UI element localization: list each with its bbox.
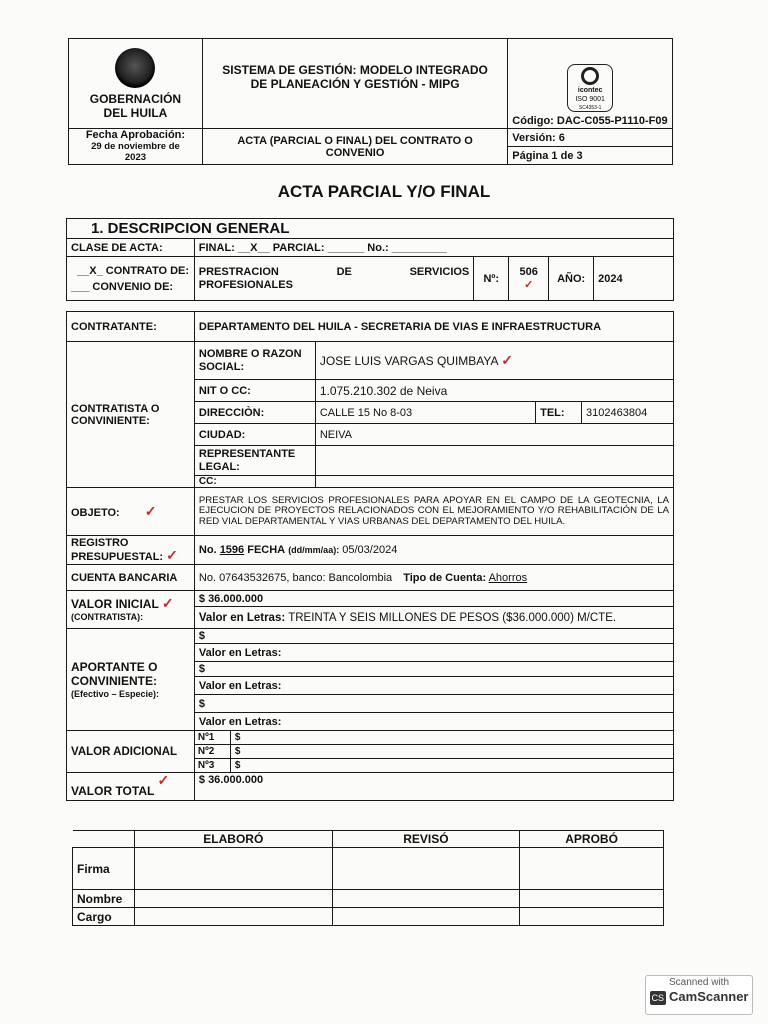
tel-label: TEL: bbox=[536, 402, 582, 424]
entity-cell bbox=[69, 39, 203, 129]
cc-value bbox=[315, 476, 673, 488]
adicional-n2-value: $ bbox=[230, 745, 673, 759]
valor-letras-value: Valor en Letras: TREINTA Y SEIS MILLONES DE PESOS ($36.000.000) M/CTE. bbox=[194, 607, 673, 629]
registro-value: No. 1596 FECHA (dd/mm/aa): 05/03/2024 bbox=[194, 536, 673, 565]
nombre-value: JOSE LUIS VARGAS QUIMBAYA ✓ bbox=[315, 342, 673, 380]
contract-type: PRESTRACION DE SERVICIOS PROFESIONALES bbox=[194, 257, 474, 301]
check-mark-icon: ✓ bbox=[161, 594, 174, 611]
check-mark-icon: ✓ bbox=[501, 352, 513, 368]
icontec-icon bbox=[581, 67, 599, 85]
direccion-label: DIRECCIÒN: bbox=[194, 402, 315, 424]
reviso-header: REVISÓ bbox=[332, 831, 520, 848]
ciudad-value: NEIVA bbox=[315, 424, 673, 446]
objeto-value: PRESTAR LOS SERVICIOS PROFESIONALES PARA APOYAR EN EL CAMPO DE LA GEOTECNIA, LA EJECUCION DE PROYECTOS RELACIONADOS CON EL MEJORAMIENTO Y/O REHABILITACIÓN DE LA RED VIAL DEPARTAMENTAL Y VIAS URBANAS DEL DEPARTAMENTO DEL HUILA. bbox=[194, 488, 673, 536]
ciudad-label: CIUDAD: bbox=[194, 424, 315, 446]
clase-value: FINAL: __X__ PARCIAL: ______ No.: _________ bbox=[194, 239, 673, 257]
check-mark-icon: ✓ bbox=[166, 547, 178, 563]
valor-total-value: $ 36.000.000 bbox=[194, 773, 673, 801]
coat-of-arms-logo bbox=[115, 48, 155, 88]
contratante-value: DEPARTAMENTO DEL HUILA - SECRETARIA DE VIAS E INFRAESTRUCTURA bbox=[194, 312, 673, 342]
contract-kind-cell: __X_ CONTRATO DE: ___ CONVENIO DE: bbox=[67, 257, 195, 301]
cargo-row-label: Cargo bbox=[73, 908, 135, 926]
year-value: 2024 bbox=[594, 257, 674, 301]
signature-table bbox=[72, 830, 664, 926]
aportante-value-3: $ bbox=[194, 695, 673, 713]
aprobo-header: APROBÓ bbox=[520, 831, 664, 848]
representante-value bbox=[315, 446, 673, 476]
adicional-n2-label: Nº2 bbox=[194, 745, 230, 759]
nombre-row-label: Nombre bbox=[73, 890, 135, 908]
check-mark-icon: ✓ bbox=[144, 503, 157, 519]
nit-value: 1.075.210.302 de Neiva bbox=[315, 380, 673, 402]
cuenta-value: No. 07643532675, banco: Bancolombia Tipo de Cuenta: Ahorros bbox=[194, 565, 673, 591]
adicional-n1-value: $ bbox=[230, 731, 673, 745]
tel-value: 3102463804 bbox=[582, 402, 674, 424]
valor-total-label: VALOR TOTAL ✓ bbox=[67, 773, 195, 801]
firma-elaboro bbox=[134, 848, 332, 890]
header-table bbox=[68, 38, 673, 165]
aportante-letras-2: Valor en Letras: bbox=[194, 677, 673, 695]
cuenta-label: CUENTA BANCARIA bbox=[67, 565, 195, 591]
system-title: SISTEMA DE GESTIÓN: MODELO INTEGRADO DE PLANEACIÓN Y GESTIÓN - MIPG bbox=[202, 39, 507, 129]
check-mark-icon: ✓ bbox=[524, 279, 534, 291]
firma-label: Firma bbox=[73, 848, 135, 890]
adicional-n3-label: Nº3 bbox=[194, 759, 230, 773]
icontec-iso-badge: icontec ISO 9001 SC4353-1 bbox=[567, 64, 613, 112]
adicional-n1-label: Nº1 bbox=[194, 731, 230, 745]
aportante-letras-1: Valor en Letras: bbox=[194, 644, 673, 662]
adicional-n3-value: $ bbox=[230, 759, 673, 773]
elaboro-header: ELABORÓ bbox=[134, 831, 332, 848]
contract-no-value: 506 ✓ bbox=[509, 257, 549, 301]
nit-label: NIT O CC: bbox=[194, 380, 315, 402]
entity-line1: GOBERNACIÓN bbox=[89, 91, 182, 106]
contratista-label: CONTRATISTA O CONVINIENTE: bbox=[67, 342, 195, 488]
doc-title: ACTA (PARCIAL O FINAL) DEL CONTRATO O CONVENIO bbox=[202, 129, 507, 165]
firma-aprobo bbox=[520, 848, 664, 890]
aportante-label: APORTANTE O CONVINIENTE: (Efectivo – Especie): bbox=[67, 629, 195, 731]
nombre-label: NOMBRE O RAZON SOCIAL: bbox=[194, 342, 315, 380]
contract-no-label: Nº: bbox=[474, 257, 509, 301]
representante-label: REPRESENTANTE LEGAL: bbox=[194, 446, 315, 476]
cert-cell bbox=[508, 39, 673, 129]
clase-label: CLASE DE ACTA: bbox=[67, 239, 195, 257]
camscanner-logo-icon: CS bbox=[651, 993, 665, 1003]
cc-label: CC: bbox=[194, 476, 315, 488]
valor-adicional-label: VALOR ADICIONAL bbox=[67, 731, 195, 773]
registro-label: REGISTRO PRESUPUESTAL: ✓ bbox=[67, 536, 195, 565]
aportante-value-1: $ bbox=[194, 629, 673, 644]
aportante-value-2: $ bbox=[194, 662, 673, 677]
page-number: Página 1 de 3 bbox=[508, 147, 673, 165]
version: Versión: 6 bbox=[508, 129, 673, 147]
main-title: ACTA PARCIAL Y/O FINAL bbox=[277, 182, 491, 201]
valor-inicial-value: $ 36.000.000 bbox=[194, 591, 673, 607]
section1-heading: 1. DESCRIPCION GENERAL bbox=[67, 219, 674, 239]
contratante-label: CONTRATANTE: bbox=[67, 312, 195, 342]
section2-table bbox=[66, 311, 674, 801]
document-code: Código: DAC-C055-P1110-F09 bbox=[512, 115, 668, 127]
firma-reviso bbox=[332, 848, 520, 890]
approval-cell: Fecha Aprobación: 29 de noviembre de 2023 bbox=[69, 129, 203, 165]
entity-line2: DEL HUILA bbox=[103, 105, 168, 120]
year-label: AÑO: bbox=[549, 257, 594, 301]
aportante-letras-3: Valor en Letras: bbox=[194, 713, 673, 731]
direccion-value: CALLE 15 No 8-03 bbox=[315, 402, 535, 424]
camscanner-watermark: Scanned with CS CamScanner bbox=[645, 975, 753, 1015]
valor-inicial-label: VALOR INICIAL ✓ (CONTRATISTA): bbox=[67, 591, 195, 629]
objeto-label: OBJETO: ✓ bbox=[67, 488, 195, 536]
section1-table bbox=[66, 218, 674, 301]
check-mark-icon: ✓ bbox=[157, 772, 170, 788]
